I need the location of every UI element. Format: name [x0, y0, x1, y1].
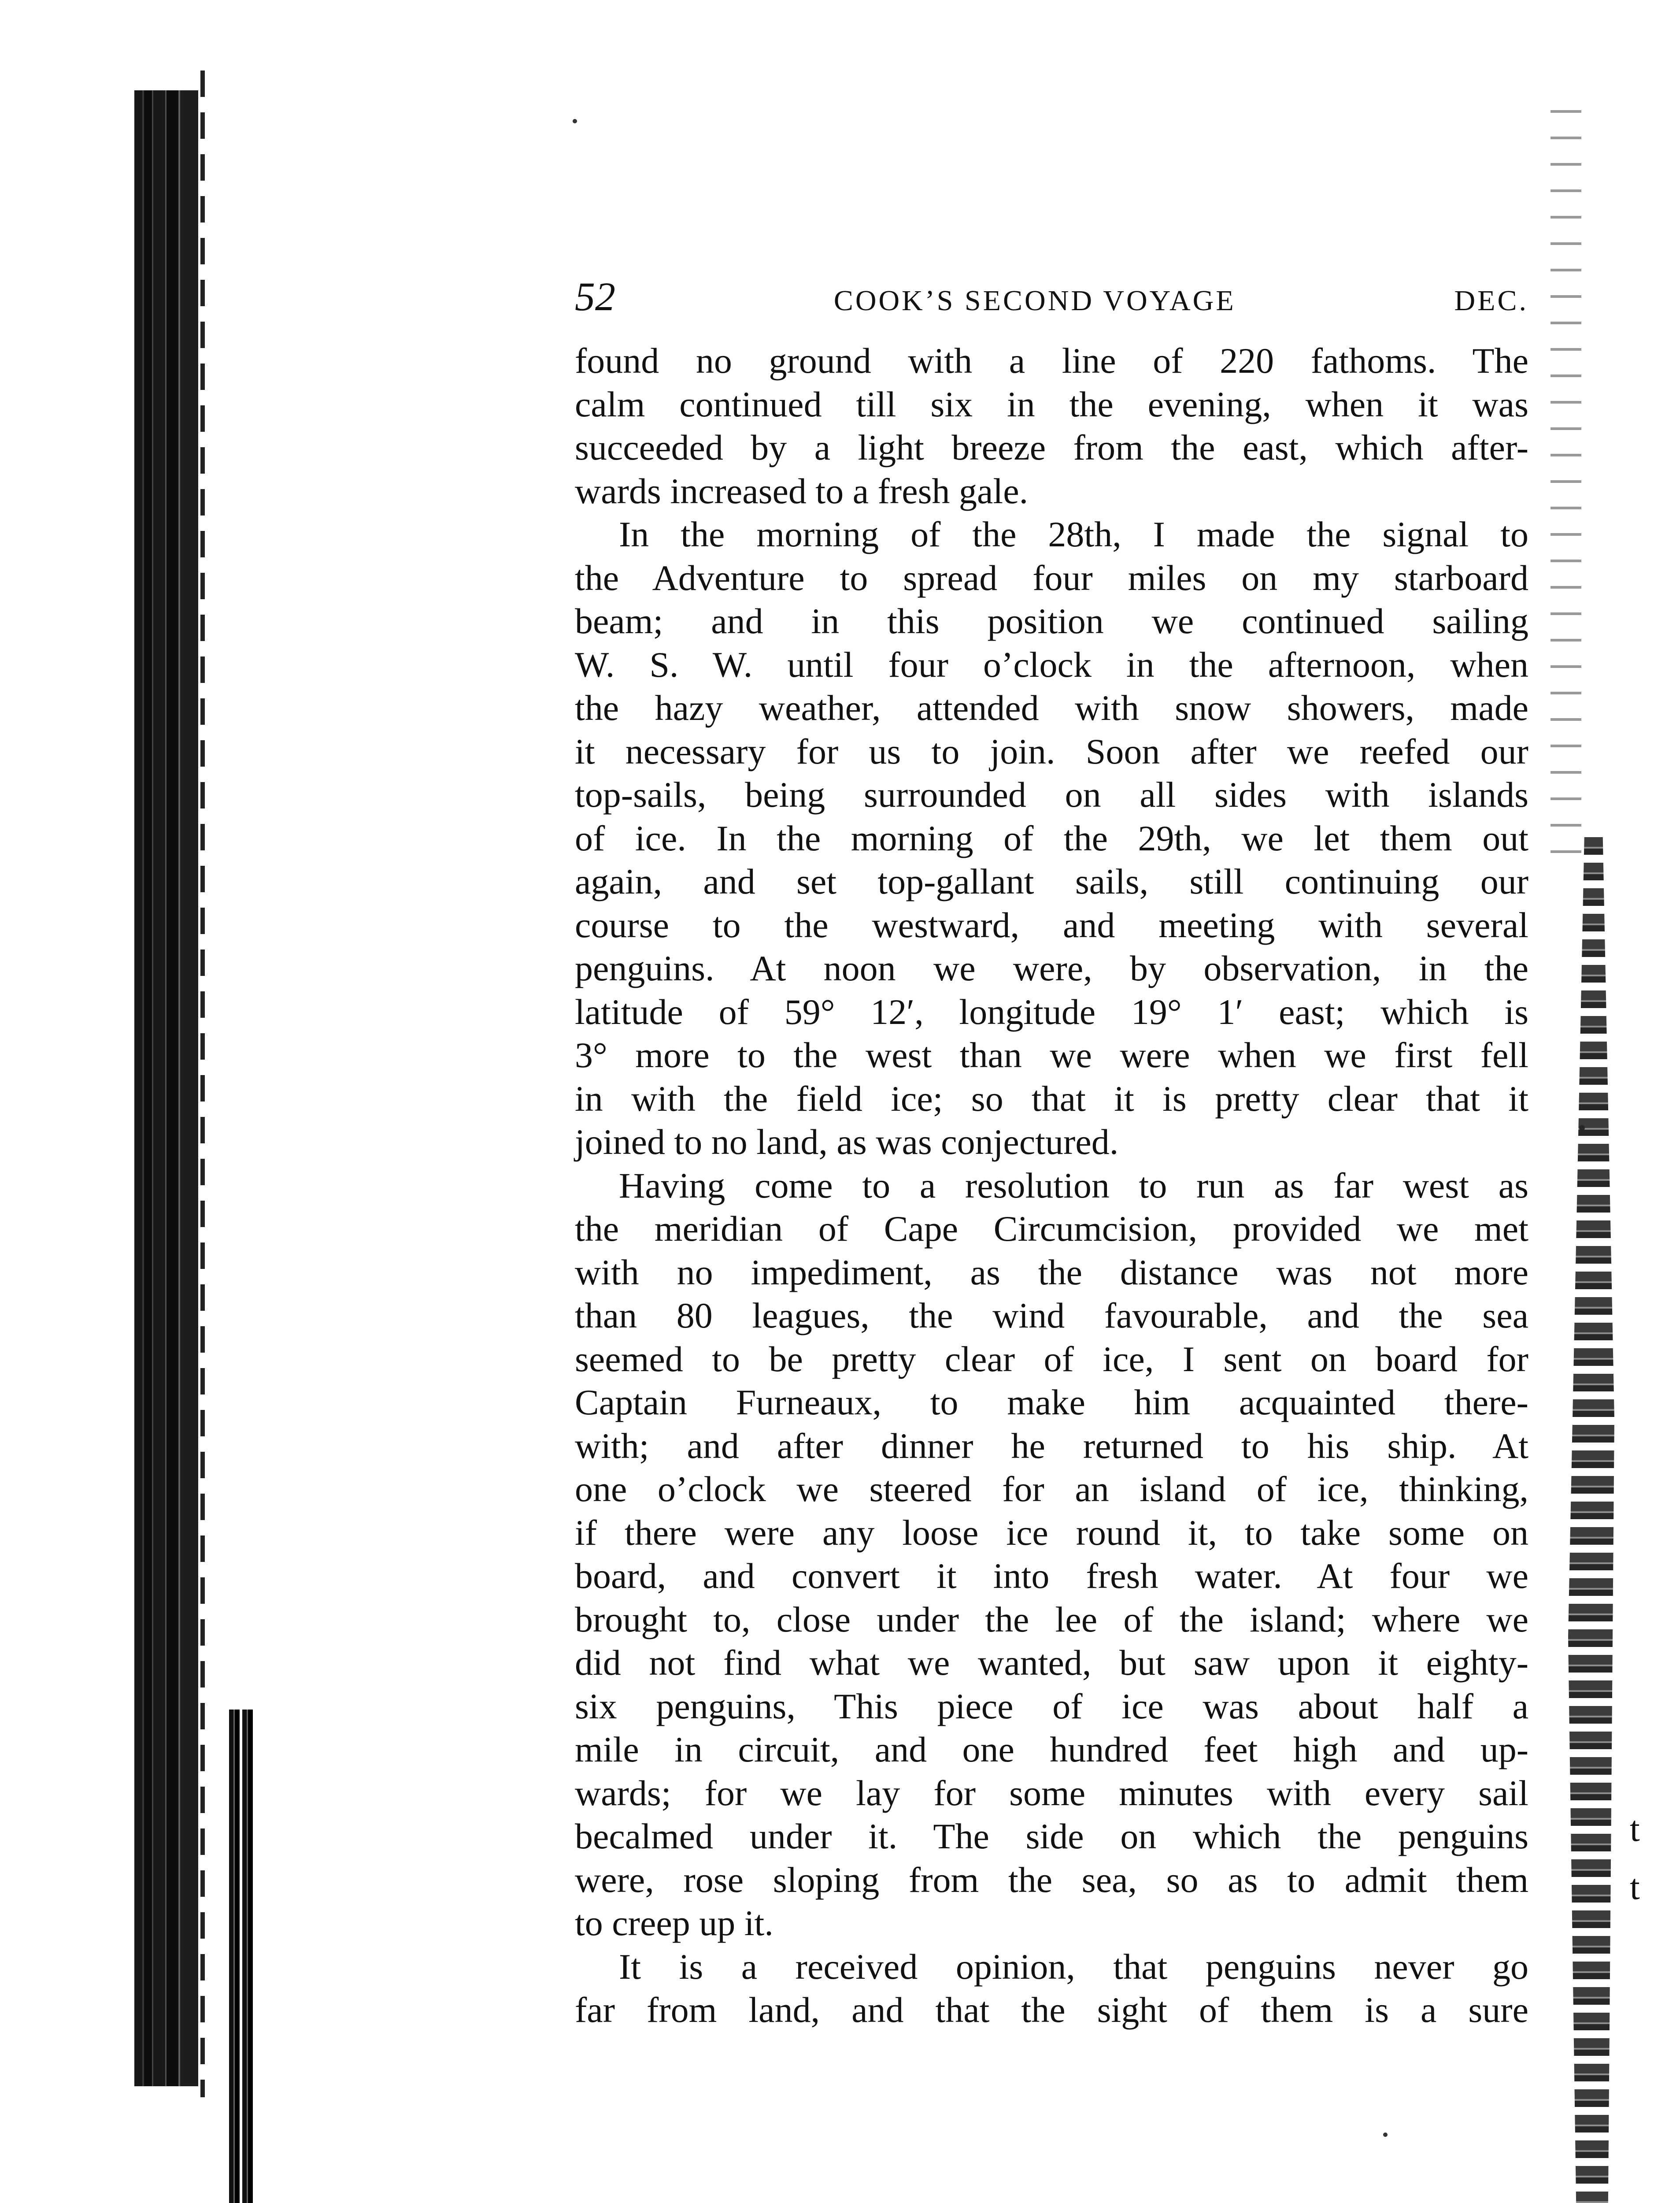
facing-page-letter: t — [1630, 1809, 1640, 1849]
text-line: mile in circuit, and one hundred feet high and up- — [575, 1729, 1528, 1769]
text-line: to creep up it. — [575, 1903, 773, 1943]
text-line: of ice. In the morning of the 29th, we let them out — [575, 818, 1528, 858]
scan-right-edge-top — [1550, 110, 1581, 859]
page-number: 52 — [575, 274, 615, 319]
text-line: wards; for we lay for some minutes with every sail — [575, 1773, 1528, 1813]
scan-binding-edge — [200, 70, 205, 2097]
body-text — [575, 339, 1528, 2032]
text-line: W. S. W. until four o’clock in the afternoon, when — [575, 644, 1528, 685]
text-line: did not find what we wanted, but saw upon it eighty- — [575, 1643, 1528, 1683]
text-line: the Adventure to spread four miles on my starboard — [575, 557, 1528, 598]
text-line: In the morning of the 28th, I made the signal to — [619, 514, 1528, 554]
text-line: the hazy weather, attended with snow showers, made — [575, 688, 1528, 728]
text-line: than 80 leagues, the wind favourable, and the sea — [575, 1295, 1528, 1335]
text-line: six penguins, This piece of ice was about half a — [575, 1686, 1528, 1726]
text-line: joined to no land, as was conjectured. — [575, 1122, 1119, 1162]
scan-speck — [1383, 2133, 1388, 2137]
text-line: 3° more to the west than we were when we first fell — [575, 1035, 1528, 1075]
text-line: wards increased to a fresh gale. — [575, 471, 1029, 511]
text-line: succeeded by a light breeze from the east, which after- — [575, 427, 1528, 467]
text-line: seemed to be pretty clear of ice, I sent on board for — [575, 1339, 1528, 1379]
text-line: with; and after dinner he returned to his ship. At — [575, 1425, 1528, 1466]
scan-binding-bottom — [229, 1710, 255, 2203]
text-line: in with the field ice; so that it is pretty clear that it — [575, 1078, 1528, 1119]
running-title: COOK’S SECOND VOYAGE — [833, 285, 1236, 317]
text-line: far from land, and that the sight of them is a sure — [575, 1990, 1528, 2030]
text-line: latitude of 59° 12′, longitude 19° 1′ east; which is — [575, 991, 1528, 1032]
text-line: if there were any loose ice round it, to take some on — [575, 1512, 1528, 1553]
text-line: the meridian of Cape Circumcision, provided we met — [575, 1209, 1528, 1249]
scan-right-edge-shadow — [1568, 837, 1614, 2203]
text-line: one o’clock we steered for an island of ice, thinking, — [575, 1469, 1528, 1509]
text-line: it necessary for us to join. Soon after we reefed our — [575, 731, 1528, 771]
text-line: penguins. At noon we were, by observation, in the — [575, 948, 1528, 988]
text-line: were, rose sloping from the sea, so as to admit them — [575, 1859, 1528, 1900]
text-line: It is a received opinion, that penguins never go — [619, 1946, 1528, 1987]
text-line: board, and convert it into fresh water. At four we — [575, 1556, 1528, 1596]
text-line: top-sails, being surrounded on all sides with islands — [575, 775, 1528, 815]
text-line: Captain Furneaux, to make him acquainted there- — [575, 1382, 1528, 1422]
scan-speck — [573, 119, 577, 123]
running-month: DEC. — [1454, 285, 1528, 317]
text-line: course to the westward, and meeting with several — [575, 905, 1528, 945]
facing-page-fragment — [1630, 1811, 1640, 1927]
text-line: brought to, close under the lee of the island; where we — [575, 1599, 1528, 1639]
running-head — [575, 273, 1528, 326]
text-line: again, and set top-gallant sails, still continuing our — [575, 861, 1528, 901]
scan-binding-shadow — [134, 90, 198, 2086]
text-line: calm continued till six in the evening, when it was — [575, 384, 1528, 424]
text-line: Having come to a resolution to run as far west as — [619, 1165, 1528, 1205]
text-line: with no impediment, as the distance was not more — [575, 1252, 1528, 1292]
text-line: becalmed under it. The side on which the penguins — [575, 1816, 1528, 1856]
text-line: found no ground with a line of 220 fathoms. The — [575, 341, 1528, 381]
text-line: beam; and in this position we continued sailing — [575, 601, 1528, 641]
facing-page-letter: t — [1630, 1867, 1640, 1907]
